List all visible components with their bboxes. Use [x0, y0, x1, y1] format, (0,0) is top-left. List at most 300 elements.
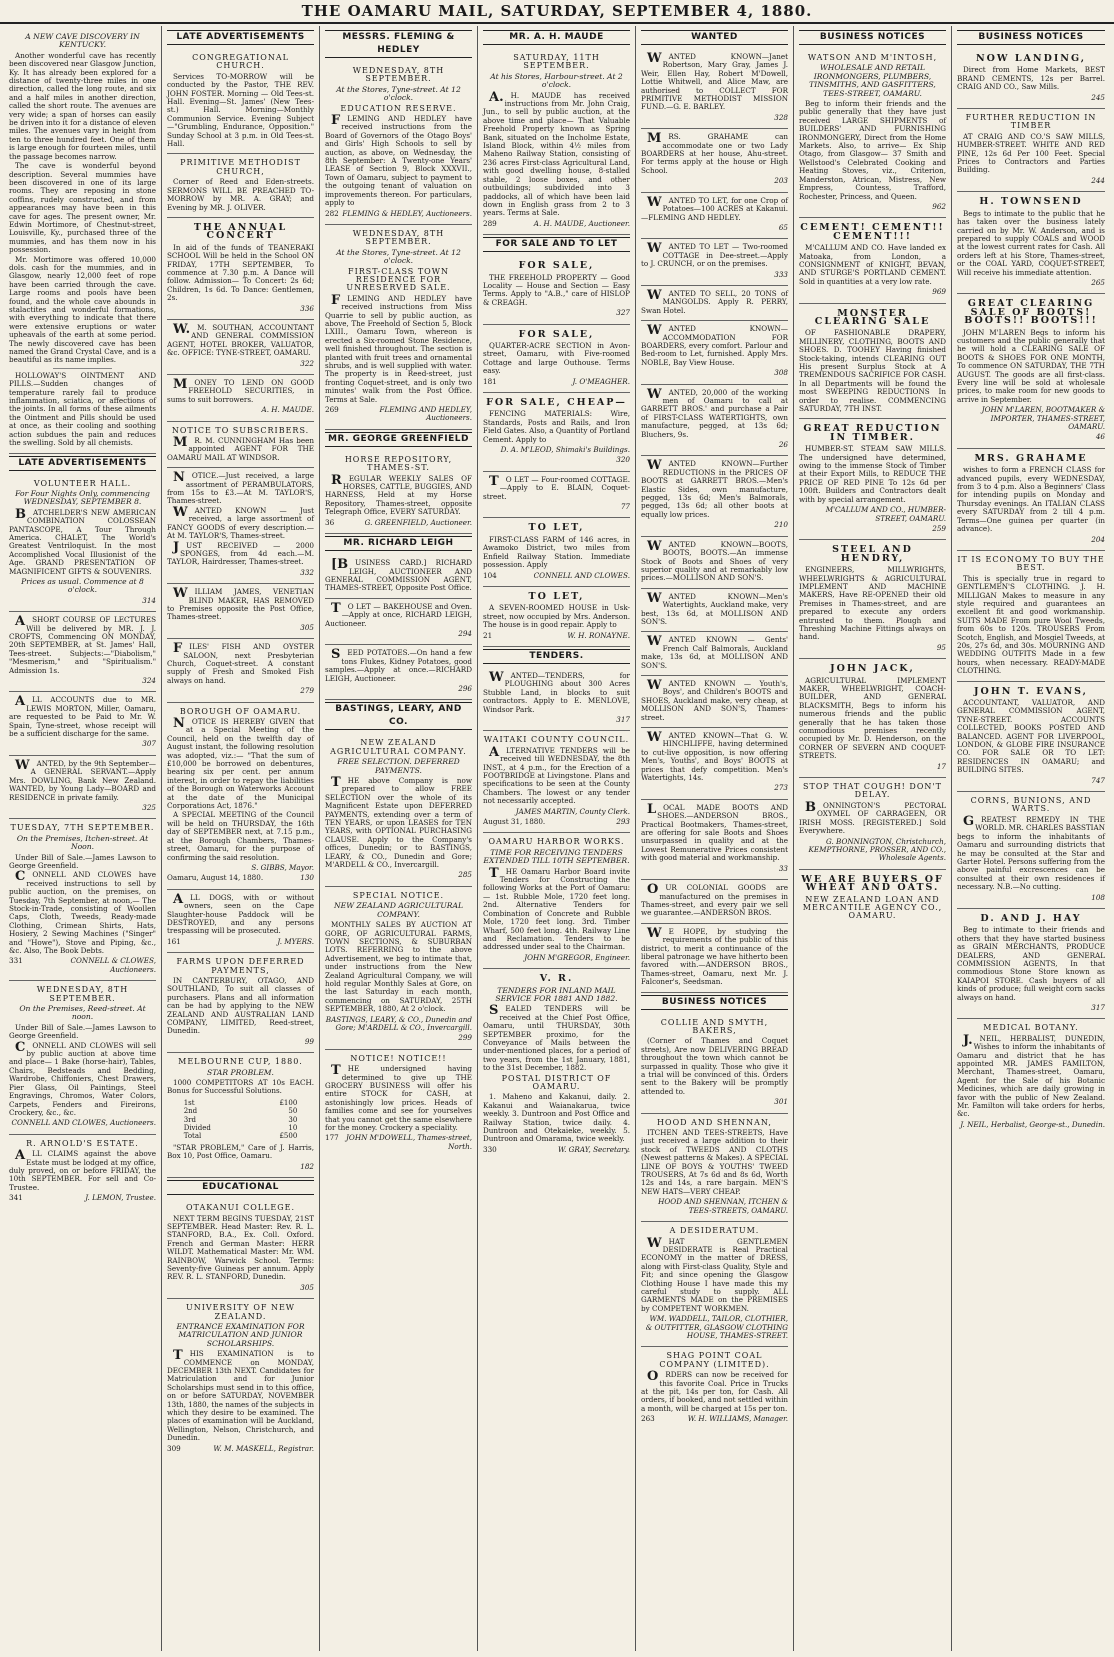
ad-body: TO LET — BAKEHOUSE and Oven. —Apply at once, RICHARD LEIGH, Auctioneer.: [325, 600, 472, 628]
ad-university: [167, 1299, 314, 1459]
ad-date: TUESDAY, 7TH SEPTEMBER.: [10, 823, 155, 833]
ad-shag-point-coal: [641, 1347, 788, 1429]
ad-number: 263: [641, 1414, 655, 1424]
ad-body: ALL ACCOUNTS due to MR. LEWIS MORTON, Miller, Oamaru, are requested to be Paid to Mr. W. Spain, Tyne-street, whose receipt will be a sufficient discharge for the same.: [9, 694, 156, 739]
table-cell: Total: [183, 1132, 202, 1141]
ad-signature: [167, 938, 314, 946]
signature-text: JOHN M'LAREN, BOOTMAKER & IMPORTER, THAMES-STREET, OAMARU.: [981, 405, 1105, 432]
section-header: FOR SALE AND TO LET: [483, 237, 630, 252]
ad-title: FOR SALE,: [518, 328, 595, 340]
ad-body: WANTED KNOWN—Janet Robertson, Mary Gray, James J. Weir, Ellen Hay, Robert M'Dowell, Lottie Whitwell, and Alice Maw, are authorised to COLLECT FOR PRIMITIVE METHODIST MISSION FUND.—G. E. BARLEY.: [641, 51, 788, 112]
ad-signature: [483, 632, 630, 640]
ad-body: WANTED TO LET — Two-roomed COTTAGE in Dee-street.—Apply to J. CRUNCH, or on the premises.: [641, 241, 788, 269]
ad-number: 99: [304, 1036, 314, 1046]
ad-subtitle: For Four Nights Only, commencing WEDNESDAY, SEPTEMBER 8.: [15, 488, 150, 507]
ad-number: 269: [325, 405, 339, 415]
table-cell: 10: [288, 1124, 298, 1133]
ad-signature: [9, 957, 156, 974]
ad-title: SHAG POINT COAL COMPANY (LIMITED).: [659, 1351, 770, 1369]
table-row: [182, 1124, 300, 1132]
ad-body: WANTED KNOWN—BOOTS, BOOTS, BOOTS.—An immense Stock of Boots and Shoes of very superior quality and at remarkably low prices.—MOLLISON AND SON'S.: [641, 538, 788, 583]
signature-text: J. O'MEAGHER.: [572, 376, 630, 386]
ad-hay: [957, 909, 1105, 1019]
ad-leigh-card: [325, 555, 472, 599]
ad-body: AGRICULTURAL IMPLEMENT MAKER, WHEELWRIGHT, COACH-BUILDER, AND GENERAL BLACKSMITH, Begs to inform his numerous friends and the public generally that he has taken those commodious premises recently occupied by Mr. D. Henderson, on the CORNER OF SEVERN AND COQUET-STREETS.: [799, 675, 946, 761]
ad-body: FILES' FISH AND OYSTER SALOON, next Presbyterian Church, Coquet-street. A constant supply of Fresh and Smoked Fish always on hand.: [167, 641, 314, 685]
ad-date: August 31, 1880.: [483, 817, 546, 827]
ad-number: 299: [458, 1033, 472, 1043]
ad-title: CORNS, BUNIONS, AND WARTS.: [970, 796, 1092, 814]
ad-number: 325: [142, 802, 156, 812]
ad-number: 204: [1091, 534, 1105, 544]
ad-subtitle: STAR PROBLEM.: [207, 1067, 274, 1077]
ad-clearing-sale: [799, 304, 946, 420]
ad-title: MRS. GRAHAME: [974, 452, 1088, 464]
ad-number: 104: [483, 570, 497, 580]
ad-wanted-11: [641, 632, 788, 676]
ad-cottage: [483, 472, 630, 519]
ad-body: BATCHELDER'S NEW AMERICAN COMBINATION COLOSSEAN PANTASCOPE, A Tour Through America. CHALET, The World's Greatest Ventriloquist. In the most Accomplished Vocal Illusionist of the Age. GRAND PRESENTATION OF MAGNIFICENT GIFTS & SOUVENIRS.: [9, 506, 156, 576]
ad-title: H. TOWNSEND: [979, 196, 1083, 208]
ad-body: MRS. GRAHAME can accommodate one or two Lady BOARDERS at her house, Ahu-street. For terms apply at the house or High School.: [641, 131, 788, 175]
ad-number: 65: [778, 222, 788, 232]
ad-body: MONEY TO LEND ON GOOD FREEHOLD SECURITIES, in sums to suit borrowers.: [167, 377, 314, 404]
ad-title: V. R.: [539, 973, 574, 985]
ad-number: 289: [483, 218, 497, 228]
section-header: EDUCATIONAL: [167, 1180, 314, 1195]
signature-text: J. NEIL, Herbalist, George-st., Dunedin.: [960, 1119, 1105, 1129]
ad-title: TO LET,: [528, 522, 585, 534]
ad-wanted-12: [641, 676, 788, 728]
ad-tuesday-sale: [9, 819, 156, 981]
ad-notice-subscribers: [167, 422, 314, 469]
ad-signature: [9, 1194, 156, 1202]
ad-body: W.M. SOUTHAN, ACCOUNTANT AND GENERAL COMMISSION AGENT, HOTEL BROKER, VALUATOR, &c. OFFICE: TYNE-STREET, OAMARU.: [167, 321, 314, 358]
ad-education-reserve: [325, 62, 472, 225]
ad-body: JUST RECEIVED — 2000 SPONGES, from 4d each.—M. TAYLOR, Hairdresser, Thames-street.: [167, 539, 314, 567]
ad-title: NOTICE TO SUBSCRIBERS.: [171, 425, 310, 435]
ad-note: Prices as usual. Commence at 8 o'clock.: [21, 576, 144, 595]
ad-body: WANTED KNOWN—Further REDUCTIONS in the PRICES OF BOOTS at GARRETT BROS.—Men's Elastic Sides, own manufacture, pegged, 13s 6d; Men's Balmorals, pegged, 13s 6d; all other boots at equally low prices.: [641, 458, 788, 519]
ad-number: 36: [325, 517, 335, 527]
signature-text: CONNELL AND CLOWES, Auctioneers.: [11, 1118, 156, 1128]
ad-title: R. ARNOLD'S ESTATE.: [26, 1138, 139, 1148]
ad-timber: [799, 419, 946, 540]
ad-accounts: [9, 692, 156, 755]
table-cell: 1st: [183, 1098, 195, 1107]
ad-number: 33: [778, 863, 788, 873]
column-6: [794, 26, 952, 1651]
ad-borough-oamaru: [167, 703, 314, 890]
ad-number: 294: [458, 628, 472, 638]
ad-body: ALL CLAIMS against the above Estate must be lodged at my office, duly proved, on or before FRIDAY, the 10th SEPTEMBER. For sell and Co-Trustee.: [9, 1148, 156, 1192]
ad-number: 244: [1091, 175, 1105, 185]
ad-body: Direct from Home Markets, BEST BRAND CEMENTS, 12s per Barrel. CRAIG AND CO., Saw Mills.: [957, 65, 1105, 92]
section-header: WANTED: [641, 30, 788, 45]
ad-title: GREAT REDUCTION IN TIMBER.: [803, 423, 942, 443]
ad-body: Under Bill of Sale.—James Lawson to George Greenfield.: [9, 852, 156, 870]
ad-number: 962: [932, 201, 946, 211]
ad-town-residence: [325, 225, 472, 430]
ad-title: CONGREGATIONAL CHURCH.: [192, 53, 289, 71]
ad-number: 17: [936, 761, 946, 771]
ad-body: HUMBER-ST. STEAM SAW MILLS. The undersigned have determined, owing to the immense Stock of Timber at their Export Mills, to REDUCE THE PRICE OF RED PINE To 12s 6d per 100ft. Builders and Contractors dealt with by special arrangement.: [799, 444, 946, 504]
ad-body: FLEMING AND HEDLEY have received instructions from the Board of Governors of the Otago Boys' and Girls' High Schools to sell by auction, as above, on Wednesday, the 8th September: A Twenty-one Years' LEASE of Section 9, Block XXXVII., Town of Oamaru, subject to payment to the outgoing tenant of valuation on improvements thereon. For particulars, apply to: [325, 113, 472, 208]
table-row: [182, 1116, 300, 1124]
ad-number: 177: [325, 1133, 339, 1143]
ad-title: D. AND J. HAY: [980, 912, 1082, 924]
ad-number: 130: [300, 873, 314, 883]
ad-cough: [799, 778, 946, 870]
ad-number: 330: [483, 1144, 497, 1154]
ad-title: GREAT CLEARING SALE OF BOOTS! BOOTS!! BOOTS!!!: [964, 298, 1098, 327]
signature-text: FLEMING AND HEDLEY, Auctioneers.: [379, 405, 472, 423]
ad-body: Beg to intimate to their friends and others that they have started business as GRAIN MERCHANTS, PRODUCE DEALERS, AND GENERAL COMMISSION AGENTS, In that commodious Stone Store known as KAIAPOI STORE. Cash buyers of all kinds of produce; full weight corn sacks always on hand.: [957, 925, 1105, 1002]
ad-title: STEEL AND HENDRY,: [832, 544, 913, 564]
ad-body: OF FASHIONABLE DRAPERY, MILLINERY, CLOTHING, BOOTS AND SHOES. D. TOOHEY Having finished Stock-taking, intends CLEARING OUT His present Surplus Stock at A TREMENDOUS SACRIFICE FOR CASH. In all Departments will be found the most SWEEPING REDUCTIONS In order to realise. COMMENCING SATURDAY, 7TH INST.: [799, 328, 946, 414]
ad-wednesday-sale: [9, 981, 156, 1135]
ad-collie-smyth: [641, 1014, 788, 1114]
ad-title: JOHN JACK,: [830, 663, 915, 675]
ad-number: 161: [167, 936, 181, 946]
ad-body: CONNELL AND CLOWES have received instructions to sell by public auction, on the premises, on Tuesday, 7th September, at noon,— The Stock-in-Trade, consisting of Woollen Caps, Cloth, Tweeds, Ready-made Clothing, Crimean Shirts, Hats, Hosiery, 2 Sewing Machines ("Singer" and "Howe"), Stove and Piping, &c., &c. Also, The Book Debts.: [9, 869, 156, 955]
table-row: [182, 1099, 300, 1107]
divider: [53, 368, 112, 369]
ad-grahame: [957, 449, 1105, 551]
signature-text: JAMES MARTIN, County Clerk.: [515, 806, 630, 816]
signature-text: J. MYERS.: [277, 936, 314, 946]
ad-date: WEDNESDAY, 8TH SEPTEMBER.: [352, 66, 445, 84]
ad-signature: [325, 210, 472, 218]
table-row: [182, 1132, 300, 1140]
ad-body: WE HOPE, by studying the requirements of the public of this district, to merit a continuance of the liberal patronage we have hitherto been favored with.—ANDERSON BROS., Thames-street, Oamaru, next Mr. J. Falconer's, Seedsman.: [641, 925, 788, 987]
signature-text: A. H. MAUDE.: [261, 405, 314, 415]
ad-ploughing: [483, 668, 630, 731]
ad-body: ORDERS can now be received for this favorite Coal. Price in Trucks at the pit, 14s per ton, for Cash. All orders, if booked, and not settled within a month, will be charged at 15s per ton.: [641, 1369, 788, 1413]
column-2: [162, 26, 320, 1651]
ad-body: "STAR PROBLEM," Care of J. Harris, Box 10, Post Office, Oamaru.: [167, 1142, 314, 1161]
ad-number: 259: [932, 523, 946, 533]
ad-body: THE FREEHOLD PROPERTY — Good Locality — House and Section — Easy Terms. Apply to "A.B.," care of HISLOP & CREAGH.: [483, 272, 630, 307]
ad-wanted-16: [641, 924, 788, 993]
signature-text: CONNELL AND CLOWES.: [533, 570, 630, 580]
ad-craig-timber: [957, 109, 1105, 192]
ad-body: Begs to intimate to the public that he has taken over the business lately carried on by Mr. W. Anderson, and is prepared to supply COALS and WOOD at the lowest current rates for Cash. All orders left at his Store, Thames-street, or the COAL YARD, COQUET-STREET, Will receive his immediate attention.: [957, 208, 1105, 277]
ad-waitaki: [483, 731, 630, 833]
ad-subtitle: TIME FOR RECEIVING TENDERS EXTENDED TILL 10TH SEPTEMBER.: [483, 847, 630, 866]
signature-text: WM. WADDELL, TAILOR, CLOTHIER, & OUTFITTER, GLASGOW CLOTHING HOUSE, THAMES-STREET.: [645, 1314, 788, 1340]
ad-number: 317: [616, 714, 630, 724]
ad-farms: [167, 953, 314, 1053]
table-row: [182, 1107, 300, 1115]
ad-title: HOOD AND SHENNAN,: [657, 1117, 772, 1127]
ad-body: BONNINGTON'S PECTORAL OXYMEL OF CARRAGEEN, OR IRISH MOSS. [REGISTERED.] Sold Everywhere.: [799, 799, 946, 836]
ad-number: 314: [142, 595, 156, 605]
ad-body: SEALED TENDERS will be received at the Chief Post Office, Oamaru, until THURSDAY, 30th SEPTEMBER proximo, for the Conveyance of Mails between the under-mentioned places, for a period of two years, from the 1st January, 1881, to the 31st December, 1882.: [483, 1003, 630, 1073]
ad-volunteer-hall: [9, 475, 156, 613]
ad-primitive-methodist: [167, 154, 314, 217]
ad-body: QUARTER-ACRE SECTION in Avon-street, Oamaru, with Five-roomed Cottage and large Outhouse. Terms easy.: [483, 340, 630, 376]
signature-text: CONNELL & CLOWES, Auctioneers.: [70, 956, 156, 974]
ad-number: 322: [300, 358, 314, 368]
ad-body: WANTED KNOWN — Gents' French Calf Balmorals, Auckland make, 13s 6d, at MOLLISON AND SON'S.: [641, 634, 788, 670]
signature-text: BASTINGS, LEARY, & CO., Dunedin and Gore; M'ARDELL & CO., Invercargill.: [325, 1014, 472, 1032]
ad-title: OAMARU HARBOR WORKS.: [488, 837, 625, 847]
ad-title: JOHN T. EVANS,: [974, 685, 1088, 697]
section-header: TENDERS.: [483, 649, 630, 664]
table-cell: 30: [288, 1115, 298, 1124]
ad-title: NEW ZEALAND AGRICULTURAL COMPANY.: [330, 738, 467, 756]
column-5: [636, 26, 794, 1651]
ad-number: 320: [616, 455, 630, 465]
ad-body: 1. Maheno and Kakanui, daily. 2. Kakanui and Waianakarua, twice weekly. 3. Duntroon and Post Office and Railway Station, twice daily. 4. Duntroon and Otekaieke, weekly. 5. Duntroon and Omarama, twice weekly.: [483, 1092, 630, 1144]
ad-agricultural-company: [325, 734, 472, 887]
ad-body: MR. M. CUNNINGHAM Has been appointed AGENT FOR THE OAMARU MAIL AT WINDSOR.: [167, 435, 314, 462]
ad-body: REGULAR WEEKLY SALES OF HORSES, CATTLE, BUGGIES, AND HARNESS, Held at my Horse Repository, Thames-street, opposite Telegraph Office, EVERY SATURDAY.: [325, 472, 472, 517]
ad-signature: [483, 378, 630, 386]
ad-title: WATSON AND M'INTOSH,: [807, 53, 938, 62]
ad-john-jack: [799, 659, 946, 778]
ad-signature: [483, 220, 630, 228]
ad-body: NOTICE.—Just received, a large assortment of PERAMBULATORS, from 15s to £3.—At M. TAYLOR'S, Thames-street.: [167, 470, 314, 506]
story-paragraph: The cave is wonderful beyond description. Several mummies have been discovered in one of its large rooms. They are reposing in stone coffins, rudely constructed, and from appearances may have been in this cave for ages. The present owner, Mr. Edwin Mortimore, of Chestnut-street, Louisville, Ky., purchased three of the mummies, and has them now in his possession.: [9, 161, 156, 255]
signature-text: M'CALLUM AND CO., HUMBER-STREET, OAMARU.: [825, 505, 946, 523]
ad-number: 181: [483, 376, 497, 386]
ad-title: UNIVERSITY OF NEW ZEALAND.: [185, 1303, 296, 1321]
ad-number: 305: [300, 622, 314, 632]
cave-story: [9, 28, 156, 454]
table-cell: 3rd: [183, 1115, 196, 1124]
ad-body: IN CANTERBURY, OTAGO, AND SOUTHLAND, To suit all classes of purchasers. Plans and all information can be had by applying to the NEW ZEALAND AND AUSTRALIAN LAND COMPANY, LIMITED, Reed-street, Dunedin.: [167, 975, 314, 1036]
ad-number: 285: [458, 870, 472, 880]
ad-body: THE above Company is now prepared to allow FREE SELECTION over the whole of its Magnificent Estate upon DEFERRED PAYMENTS, extending over a term of TEN YEARS, or upon LEASES for TEN YEARS, with OPTIONAL PURCHASING CLAUSE. Apply to the Company's offices, Dunedin; or to BASTINGS, LEARY, & CO., Dunedin and Gore; M'ARDELL & CO., Invercargill.: [325, 775, 472, 870]
ad-milligan: [957, 551, 1105, 682]
signature-text: W. M. MASKELL, Registrar.: [213, 1443, 314, 1453]
ad-body: WANTED KNOWN—ACCOMMODATION FOR BOARDERS, every comfort. Parlour and Bed-room to Let, furnished. Apply Mrs. NOBLE, Bay View House.: [641, 323, 788, 367]
ad-wanted-13: [641, 728, 788, 800]
ad-title: SPECIAL NOTICE.: [352, 890, 445, 900]
ad-number: 108: [1091, 892, 1105, 902]
ad-body: THE undersigned having determined to give up THE GROCERY BUSINESS will offer his entire STOCK for CASH, at astonishingly low prices. Heads of families come and see for yourselves that you cannot get the same elsewhere for the money. Crockery a speciality.: [325, 1063, 472, 1133]
section-header: MESSRS. FLEMING & HEDLEY: [325, 30, 472, 58]
ad-title: THE ANNUAL CONCERT: [193, 221, 288, 242]
ad-body: A.H. MAUDE has received instructions from Mr. John Craig, Jun., to sell by public auction, at the above time and place— That Valuable Freehold Property known as Spring Bank, situated on the Incholme Estate, Island Block, within 4½ miles from Maheno Railway Station, consisting of 236 acres First-class Agricultural Land, with good dwelling house, 8-stalled stable, 2 loose boxes, and other outbuildings; subdivided into 3 paddocks, all of which have been laid down in English grass from 2 to 3 years. Terms at Sale.: [483, 89, 630, 218]
holloway-paragraph: HOLLOWAY'S OINTMENT AND PILLS.—Sudden changes of temperature rarely fail to produce inflammation, sciatica, or affections of the joints. In all forms of these ailments the Ointment and Pills should be used at once, as their cooling and soothing action subdues the pain and reduces the swelling. Sold by all chemists.: [9, 370, 156, 448]
ad-evans: [957, 682, 1105, 792]
ad-desideratum: [641, 1222, 788, 1347]
ad-corns: [957, 792, 1105, 909]
ad-fencing: [483, 393, 630, 472]
ad-body: AT CRAIG AND CO.'S SAW MILLS, HUMBER-STREET. WHITE AND RED PINE, 12s 6d Per 100 Feet. Special Prices to Contractors and Parties Building.: [957, 131, 1105, 175]
ad-wanted-5: [641, 286, 788, 321]
ad-harbour-works: [483, 833, 630, 969]
ad-signature: [483, 572, 630, 580]
ad-title: FARMS UPON DEFERRED PAYMENTS,: [176, 957, 305, 975]
signature-text: J. LEMON, Trustee.: [85, 1193, 156, 1203]
section-header: BUSINESS NOTICES: [957, 30, 1105, 45]
ad-horse-repository: [325, 451, 472, 534]
signature-text: D. A. M'LEOD, Shimaki's Buildings.: [500, 445, 630, 455]
section-header: BUSINESS NOTICES: [799, 30, 946, 45]
ad-body: FENCING MATERIALS: Wire, Standards, Posts and Rails, and Iron Field Gates. Also, a Quantity of Portland Cement. Apply to: [483, 409, 630, 444]
signature-text: W. H. RONAYNE.: [567, 630, 630, 640]
ad-title: MEDICAL BOTANY.: [983, 1023, 1079, 1033]
ad-body: Beg to inform their friends and the public generally that they have just received LARGE SHIPMENTS of BUILDERS' AND FURNISHING IRONMONGERY, Direct from the Home Markets. Also, to arrive— Ex Ship Otago, from Glasgow— 37 Smith and Wellstood's Celebrated Cooking and Heating Stoves, viz., Criterion, Manderston, Atrican, Mistress, New Empress, Countess, Trafford, Rochester, Princess, and Queen.: [799, 99, 946, 201]
ad-title: OTAKANUI COLLEGE.: [185, 1203, 296, 1213]
signature-text: JOHN M'GREGOR, Engineer.: [524, 952, 630, 962]
ad-number: 95: [936, 642, 946, 652]
ad-body: LOCAL MADE BOOTS AND SHOES.—ANDERSON BROS., Practical Bootmakers, Thames-street, are offering for sale Boots and Shoes unsurpassed in quality and at the Lowest Remunerative Prices consistent with good material and workmanship.: [641, 801, 788, 863]
section-header: LATE ADVERTISEMENTS: [167, 30, 314, 45]
ad-title: COLLIE AND SMYTH, BAKERS,: [660, 1017, 769, 1035]
ad-wanted-2: [641, 129, 788, 192]
ad-number: 327: [616, 308, 630, 318]
story-title: A NEW CAVE DISCOVERY IN KENTUCKY.: [25, 32, 140, 50]
ad-date: Oamaru, August 14, 1880.: [167, 873, 264, 883]
ad-date: WEDNESDAY, 8TH SEPTEMBER.: [36, 985, 129, 1003]
ad-body: ALL DOGS, with or without owners, seen on the Cape Slaughter-house Paddock will be DESTROYED, and any persons trespassing will be prosecuted.: [167, 891, 314, 936]
ad-body: CONNELL AND CLOWES will sell by public auction at above time and place— 1 Bake (horse-hair), Tables, Chairs, Bedsteads and Bedding, Wardrobe, Chiffoniers, Chest Drawers, Pier Glass, Oil Paintings, Steel Engravings, Chromos, Water Colors, Carpets, Fenders and Fireirons, Crockery, &c., &c.: [9, 1039, 156, 1117]
ad-body: Services TO-MORROW will be conducted by the Pastor, THE REV. JOHN FOSTER. Morning — Old Tees-st. Hall. Evening—St. James' (New Tees-st.) Hall. Morning—Monthly Communion Service. Evening Subject—"Grumbling, Endurance, Opposition." Sunday School at 3 p.m. in Old Tees-st. Hall.: [167, 71, 314, 149]
ad-signature: [325, 519, 472, 527]
ad-townsend: [957, 192, 1105, 294]
ad-body: THE Oamaru Harbor Board invite Tenders for Constructing the following Works at the Port of Oamaru:— 1st. Rubble Mole, 1720 feet long. 2nd. Alternative Tenders for Combination of Concrete and Rubble Mole, 1720 feet long. 3rd. Timber Wharf, 500 feet long. 4th. Railway Line and Reclamation. Tenders to be addressed under seal to the Chairman.: [483, 865, 630, 952]
ad-signature: [325, 406, 472, 423]
section-header: BUSINESS NOTICES: [641, 995, 788, 1010]
ad-mail-tenders: [483, 969, 630, 1160]
ad-now-landing: [957, 49, 1105, 109]
ad-subtitle: At the Stores, Tyne-street. At 12 o'clock.: [336, 247, 461, 266]
ad-title: WE ARE BUYERS OF WHEAT AND OATS.: [801, 873, 944, 894]
ad-wanted-8: [641, 456, 788, 536]
signature-text: HOOD AND SHENNAN, ITCHEN & TEES-STREETS, OAMARU.: [658, 1197, 788, 1215]
ad-number: 331: [9, 956, 23, 966]
ad-title: MELBOURNE CUP, 1880.: [178, 1057, 303, 1067]
ad-money-to-lend: [167, 375, 314, 422]
ad-title: PRIMITIVE METHODIST CHURCH,: [180, 158, 301, 176]
signature-text: G. GREENFIELD, Auctioneer.: [364, 517, 472, 527]
ad-body: 1000 COMPETITORS AT 10s EACH. Bonus for Successful Solutions.: [167, 1078, 314, 1096]
ad-body: WHAT GENTLEMEN DESIDERATE is Real Practical ECONOMY in the matter of DRESS, along with First-class Quality, Style and Fit; and since opening the Glasgow Clothing House I have made this my careful study to supply. ALL GARMENTS MADE on the PREMISES by COMPETENT WORKMEN.: [641, 1235, 788, 1313]
ad-subtitle: NEW ZEALAND AGRICULTURAL COMPANY.: [334, 901, 463, 919]
ad-body: WANTED TO LET, for one Crop of Potatoes—100 ACRES at Kakanui.—FLEMING AND HEDLEY.: [641, 194, 788, 222]
section-header: MR. RICHARD LEIGH: [325, 536, 472, 551]
ad-wanted: [9, 756, 156, 819]
table-cell: £500: [279, 1132, 298, 1141]
signature-text: W. GRAY, Secretary.: [557, 1144, 630, 1154]
ad-number: 46: [1095, 432, 1105, 442]
column-4: [478, 26, 636, 1651]
ad-number: 341: [9, 1193, 23, 1203]
ad-congregational-church: [167, 49, 314, 154]
ad-number: 282: [325, 208, 339, 218]
ad-subtitle: TENDERS FOR INLAND MAIL SERVICE FOR 1881 AND 1882.: [495, 985, 618, 1003]
ad-title: FOR SALE,: [518, 260, 595, 272]
ad-wanted-3: [641, 193, 788, 240]
ad-body: NOTICE IS HEREBY GIVEN that at a Special Meeting of the Council, held on the twelfth day of August instant, the following resolution was adopted, viz.:— "That the sum of £10,000 be borrowed on debentures, bearing six per cent. per annum interest, in order to repay the liabilities of the Borough on Waterworks Account at the date of the Municipal Corporations Act, 1876.": [167, 716, 314, 811]
ad-body: Corner of Reed and Eden-streets. SERMONS WILL BE PREACHED TO-MORROW by MR. A. GRAY; and Evening by MR. J. OLIVER.: [167, 177, 314, 212]
ad-body: ALTERNATIVE TENDERS will be received till WEDNESDAY, the 8th INST., at 4 p.m., for the Erection of a FOOTBRIDGE at Livingstone. Plans and specifications to be seen at the County Chambers. The lowest or any tender not necessarily accepted.: [483, 744, 630, 806]
ad-wanted-6: [641, 321, 788, 384]
ad-body: This is specially true in regard to GENTLEMEN'S CLOTHING. J. H. MILLIGAN Makes to measure in any style required and guarantees an excellent fit and good workmanship. SUITS MADE From pure Wool Tweeds, from 60s to 120s. TROUSERS From Scotch, English, and Mosgiel Tweeds, at 20s, 27s 6d, and 30s. MOURNING AND WEDDING OUTFITS Made in a few hours, when necessary. READY-MADE CLOTHING.: [957, 573, 1105, 676]
ad-title: STOP THAT COUGH! DON'T DELAY.: [803, 782, 942, 800]
ad-number: 332: [300, 567, 314, 577]
ad-fish-saloon: [167, 639, 314, 702]
ad-steel-hendry: [799, 540, 946, 659]
ad-body: Under Bill of Sale.—James Lawson to George Greenfield.: [9, 1022, 156, 1041]
ad-body: NEXT TERM BEGINS TUESDAY, 21ST SEPTEMBER. Head Master: Rev. R. L. STANFORD, B.A., Ex. Coll. Oxford. French and German Master: HERR WILDT. Mathematical Master: Mr. WM. RAINBOW, Warwick School. Terms: Seventy-five Guineas per annum. Apply REV. R. L. STANFORD, Dunedin.: [167, 1213, 314, 1282]
ad-wanted-1: [641, 49, 788, 129]
ad-title: TO LET,: [528, 590, 585, 602]
signature-text: JOHN M'DOWELL, Thames-street, North.: [346, 1133, 472, 1151]
ad-body: M'CALLUM AND CO. Have landed ex Matoaka, from London, a CONSIGNMENT of KNIGHT, BEVAN, AND STURGE'S PORTLAND CEMENT. Sold in quantities at a very low rate.: [799, 243, 946, 286]
ad-number: 265: [1091, 277, 1105, 287]
ad-subtitle: On the Premises, Reed-street. At noon.: [19, 1004, 146, 1022]
ad-dogs: [167, 890, 314, 953]
ad-number: 301: [774, 1097, 788, 1107]
ad-body: WANTED KNOWN — Just received, a large assortment of FANCY GOODS of every description.—At M. TAYLOR'S, Thames-street.: [167, 504, 314, 541]
ad-number: 77: [620, 502, 630, 512]
ad-title: FIRST-CLASS TOWN RESIDENCE FOR UNRESERVED SALE.: [346, 266, 451, 293]
ad-wanted-9: [641, 537, 788, 589]
ad-spring-bank: [483, 49, 630, 235]
ad-number: 279: [300, 686, 314, 696]
ad-number: 305: [300, 1282, 314, 1292]
ad-number: 273: [774, 783, 788, 793]
masthead: THE OAMARU MAIL, SATURDAY, SEPTEMBER 4, 1880.: [0, 0, 1114, 24]
ad-number: 203: [774, 176, 788, 186]
ad-farm-to-let: [483, 518, 630, 586]
ad-body: A SEVEN-ROOMED HOUSE in Usk-street, now occupied by Mrs. Anderson. The house is in good repair. Apply to: [483, 603, 630, 630]
ad-subtitle: At the Stores, Tyne-street. At 12 o'clock.: [336, 84, 461, 103]
ad-date: SATURDAY, 11TH SEPTEMBER.: [513, 53, 600, 71]
ad-signature: [641, 1415, 788, 1423]
ad-body: wishes to form a FRENCH CLASS for advanced pupils, every WEDNESDAY, from 3 to 4 p.m. Also a Beginners' Class for intending pupils on Monday and Thursday evenings. An ITALIAN CLASS every SATURDAY from 2 till 4 p.m. Terms—One guinea per quarter (in advance).: [957, 465, 1105, 534]
signature-text: G. BONNINGTON, Christchurch, KEMPTHORNE, PROSSER, AND CO., Wholesale Agents.: [808, 836, 946, 863]
ad-number: 969: [932, 287, 946, 297]
ad-title: A DESIDERATUM.: [669, 1226, 760, 1236]
ad-hood-shennan: [641, 1114, 788, 1222]
ad-number: 245: [1091, 92, 1105, 102]
ad-number: 296: [458, 683, 472, 693]
section-header: MR. A. H. MAUDE: [483, 30, 630, 45]
ad-title: NOW LANDING,: [975, 53, 1087, 64]
ad-subtitle: WHOLESALE AND RETAIL IRONMONGERS, PLUMBERS, TINSMITHS, AND GASFITTERS, TEES-STREET, OAMARU.: [809, 63, 936, 98]
ad-signature: [167, 874, 314, 882]
ad-house-to-let: [483, 587, 630, 647]
ad-body: WANTED, by the 9th September—A GENERAL SERVANT.—Apply Mrs. DOWLING, Bank New Zealand. WANTED, by Young Lady—BOARD and RESIDENCE in private family.: [9, 757, 156, 802]
ad-number: 307: [142, 739, 156, 749]
ad-william-james: [167, 584, 314, 639]
ad-body: WANTED KNOWN—Men's Watertights, Auckland make, very best, 13s 6d, at MOLLISON AND SON'S.: [641, 590, 788, 626]
ad-cement: [799, 218, 946, 303]
table-cell: £100: [279, 1098, 298, 1107]
ad-college: [167, 1199, 314, 1299]
ad-body: WANTED, 20,000 of the working men of Oamaru to call at GARRETT BROS.' and purchase a Pair of FIRST-CLASS WATERTIGHTS, own manufacture, pegged, at 13s 6d; Bluchers, 9s.: [641, 386, 788, 439]
ad-body: [BUSINESS CARD.] RICHARD LEIGH, AUCTIONEER AND GENERAL COMMISSION AGENT, THAMES-STREET, Opposite Post Office.: [325, 557, 472, 593]
ad-number: 210: [774, 520, 788, 530]
column-7: [952, 26, 1110, 1651]
ad-number: 317: [1091, 1003, 1105, 1012]
ad-signature: [167, 1445, 314, 1453]
ad-mclaren: [957, 294, 1105, 449]
ad-body: FIRST-CLASS FARM of 146 acres, in Awamoko District, two miles from Enfield Railway Station. Immediate possession. Apply: [483, 534, 630, 570]
signature-text: FLEMING & HEDLEY, Auctioneers.: [342, 208, 472, 218]
ad-number: 293: [616, 817, 630, 827]
ad-body: WANTED TO SELL, 20 TONS of MANGOLDS. Apply R. PERRY, Swan Hotel.: [641, 287, 788, 315]
signature-text: S. GIBBS, Mayor.: [251, 862, 314, 872]
ad-title: HORSE REPOSITORY, THAMES-ST.: [344, 454, 453, 473]
